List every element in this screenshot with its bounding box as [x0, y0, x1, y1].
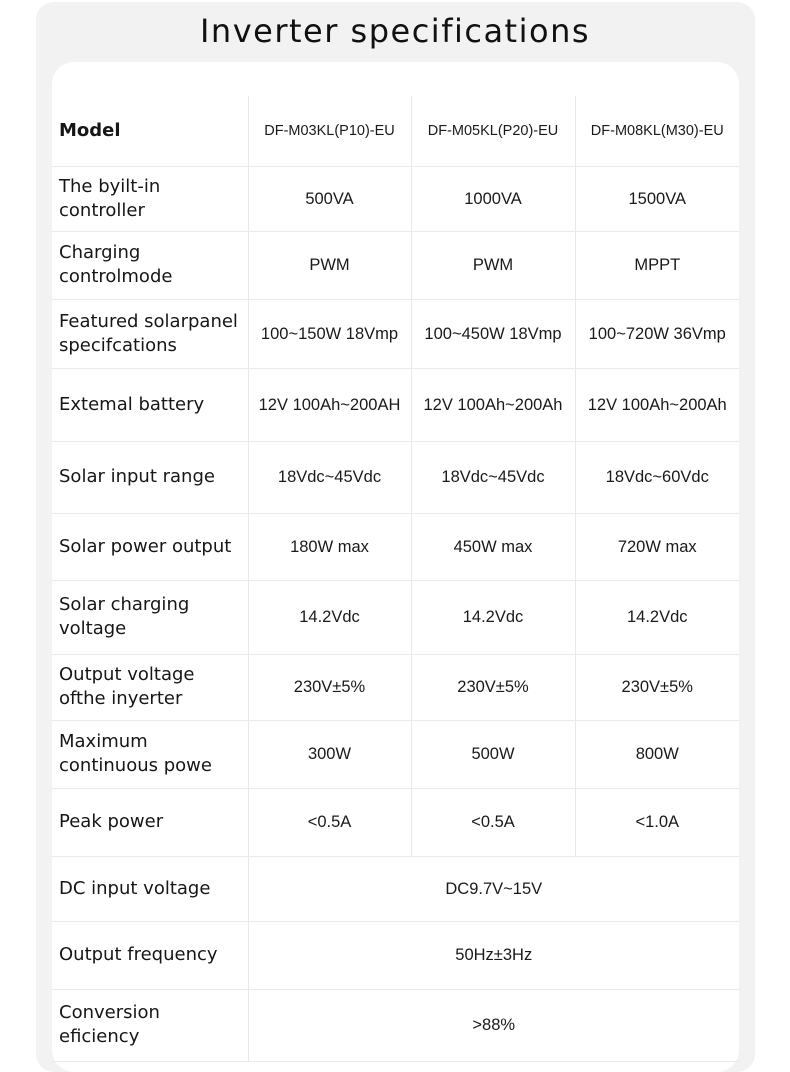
table-cell: <0.5A [248, 788, 411, 856]
table-row [52, 580, 739, 654]
table-cell: 180W max [248, 513, 411, 580]
table-cell: DF-M03KL(P10)-EU [248, 96, 411, 166]
table-row [52, 989, 739, 1061]
table-row [52, 654, 739, 720]
table-row [52, 368, 739, 441]
table-cell: 12V 100Ah~200AH [248, 368, 411, 441]
table-cell: 18Vdc~45Vdc [411, 441, 575, 513]
table-cell: DC9.7V~15V [248, 856, 739, 921]
table-cell: 14.2Vdc [411, 580, 575, 654]
row-label: Solar charging voltage [52, 580, 248, 654]
table-cell: <1.0A [575, 788, 739, 856]
row-label: Conversion eficiency [52, 989, 248, 1061]
table-cell: 230V±5% [411, 654, 575, 720]
table-cell: DF-M05KL(P20)-EU [411, 96, 575, 166]
row-label: Charging controlmode [52, 231, 248, 299]
table-row [52, 513, 739, 580]
table-cell: >88% [248, 989, 739, 1061]
table-cell: 100~150W 18Vmp [248, 299, 411, 368]
table-cell: PWM [248, 231, 411, 299]
row-label: Solar power output [52, 513, 248, 580]
table-cell: PWM [411, 231, 575, 299]
row-label: Extemal battery [52, 368, 248, 441]
table-cell: 1500VA [575, 166, 739, 231]
table-row [52, 441, 739, 513]
table-row [52, 166, 739, 231]
row-label: Peak power [52, 788, 248, 856]
table-cell: 230V±5% [575, 654, 739, 720]
table-cell: 12V 100Ah~200Ah [575, 368, 739, 441]
row-label: Maximum continuous powe [52, 720, 248, 788]
table-row [52, 231, 739, 299]
table-row [52, 921, 739, 989]
table-cell: 230V±5% [248, 654, 411, 720]
table-cell: 18Vdc~60Vdc [575, 441, 739, 513]
table-row [52, 856, 739, 921]
row-label: Solar input range [52, 441, 248, 513]
row-label: The byilt-in controller [52, 166, 248, 231]
table-cell: 14.2Vdc [248, 580, 411, 654]
table-cell: 500W [411, 720, 575, 788]
specs-table [52, 96, 739, 1062]
table-cell: 450W max [411, 513, 575, 580]
page-title: Inverter specifications [199, 12, 591, 50]
row-label: Output frequency [52, 921, 248, 989]
table-row-model [52, 96, 739, 166]
row-label: Model [52, 96, 248, 166]
table-cell: 14.2Vdc [575, 580, 739, 654]
table-cell: 500VA [248, 166, 411, 231]
table-cell: DF-M08KL(M30)-EU [575, 96, 739, 166]
table-cell: 300W [248, 720, 411, 788]
table-row [52, 720, 739, 788]
table-cell: 100~450W 18Vmp [411, 299, 575, 368]
table-row [52, 788, 739, 856]
row-label: Featured solarpanel specifcations [52, 299, 248, 368]
table-cell: 12V 100Ah~200Ah [411, 368, 575, 441]
table-cell: 18Vdc~45Vdc [248, 441, 411, 513]
row-label: DC input voltage [52, 856, 248, 921]
table-cell: 800W [575, 720, 739, 788]
table-cell: 1000VA [411, 166, 575, 231]
table-row [52, 299, 739, 368]
table-cell: <0.5A [411, 788, 575, 856]
table-cell: MPPT [575, 231, 739, 299]
table-cell: 720W max [575, 513, 739, 580]
table-cell: 50Hz±3Hz [248, 921, 739, 989]
row-label: Output voltage ofthe inyerter [52, 654, 248, 720]
table-cell: 100~720W 36Vmp [575, 299, 739, 368]
